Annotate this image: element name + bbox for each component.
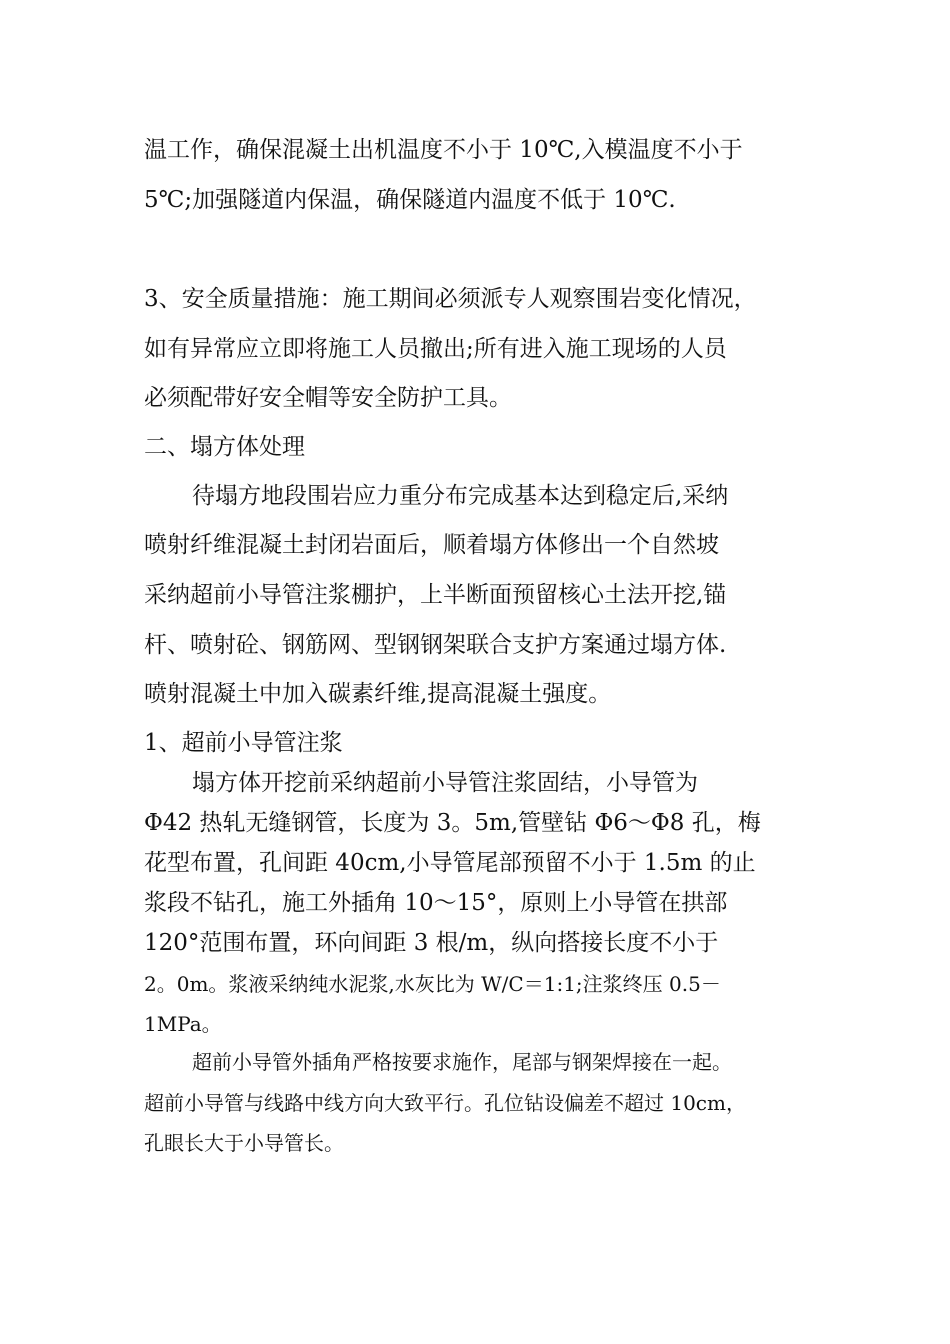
section-heading: 二、塌方体处理 <box>144 434 305 460</box>
subsection-heading: 1、超前小导管注浆 <box>144 730 343 756</box>
body-text-line: Φ42 热轧无缝钢管，长度为 3。5m,管壁钻 Φ6～Φ8 孔，梅 <box>144 810 761 836</box>
body-text-line: 超前小导管外插角严格按要求施作，尾部与钢架焊接在一起。 <box>192 1050 732 1074</box>
body-text-line: 花型布置，孔间距 40cm,小导管尾部预留不小于 1.5m 的止 <box>144 850 756 876</box>
body-text-line: 采纳超前小导管注浆棚护，上半断面预留核心土法开挖,锚 <box>144 582 727 608</box>
body-text-line: 孔眼长大于小导管长。 <box>144 1131 344 1155</box>
body-text-line: 杆、喷射砼、钢筋网、型钢钢架联合支护方案通过塌方体. <box>144 632 727 658</box>
body-text-line: 2。0m。浆液采纳纯水泥浆,水灰比为 W/C＝1:1;注浆终压 0.5－ <box>144 972 721 996</box>
body-text-line: 塌方体开挖前采纳超前小导管注浆固结，小导管为 <box>192 770 698 796</box>
body-text-line: 5℃;加强隧道内保温，确保隧道内温度不低于 10℃. <box>144 187 676 213</box>
body-text-line: 浆段不钻孔，施工外插角 10～15°，原则上小导管在拱部 <box>144 890 728 916</box>
body-text-line: 120°范围布置，环向间距 3 根/m，纵向搭接长度不小于 <box>144 930 719 956</box>
body-text-line: 喷射混凝土中加入碳素纤维,提高混凝土强度。 <box>144 681 612 707</box>
body-text-line: 必须配带好安全帽等安全防护工具。 <box>144 385 512 411</box>
body-text-line: 1MPa。 <box>144 1012 222 1036</box>
body-text-line: 超前小导管与线路中线方向大致平行。孔位钻设偏差不超过 10cm， <box>144 1091 746 1115</box>
body-text-line: 喷射纤维混凝土封闭岩面后，顺着塌方体修出一个自然坡 <box>144 532 719 558</box>
body-text-line: 如有异常应立即将施工人员撤出;所有进入施工现场的人员 <box>144 336 727 362</box>
body-text-line: 待塌方地段围岩应力重分布完成基本达到稳定后,采纳 <box>192 483 729 509</box>
body-text-line: 温工作，确保混凝土出机温度不小于 10℃,入模温度不小于 <box>144 137 743 163</box>
body-text-line: 3、安全质量措施：施工期间必须派专人观察围岩变化情况， <box>144 286 757 312</box>
